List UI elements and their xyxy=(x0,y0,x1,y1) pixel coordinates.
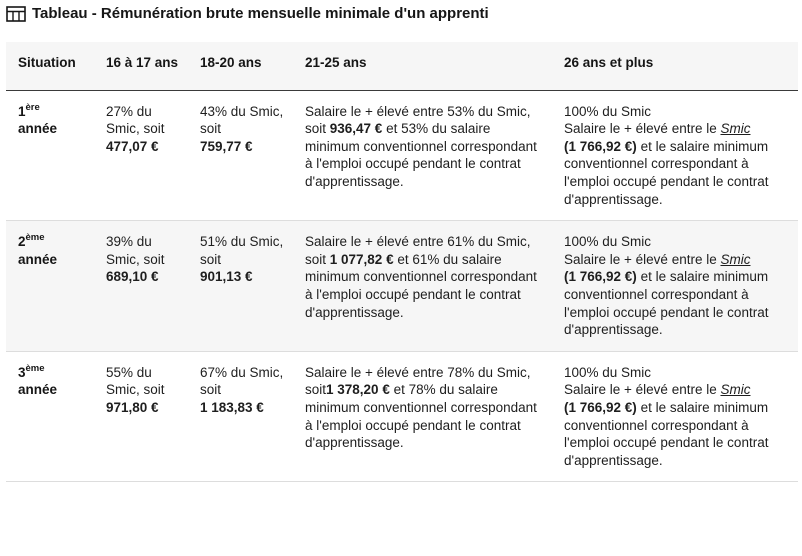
header-age-16-17: 16 à 17 ans xyxy=(94,42,188,90)
header-age-18-20: 18-20 ans xyxy=(188,42,293,90)
table-title: Tableau - Rémunération brute mensuelle minimale d'un apprenti xyxy=(32,5,489,22)
situation-cell: 2ème année xyxy=(6,221,94,352)
cell-age-26-plus: 100% du Smic Salaire le + élevé entre le Smic (1 766,92 €) et le salaire minimum conventionnel correspondant à l'emploi occupé pendant le contrat d'apprentissage. xyxy=(552,90,798,221)
table-caption xyxy=(6,5,489,22)
cell-age-21-25: Salaire le + élevé entre 78% du Smic, soit1 378,20 € et 78% du salaire minimum conventionnel correspondant à l'emploi occupé pendant le contrat d'apprentissage. xyxy=(293,351,552,482)
situation-cell: 1ère année xyxy=(6,90,94,221)
cell-age-16-17: 39% du Smic, soit 689,10 € xyxy=(94,221,188,352)
header-age-26-plus: 26 ans et plus xyxy=(552,42,798,90)
salary-table xyxy=(6,42,798,482)
situation-cell: 3ème année xyxy=(6,351,94,482)
table-header-row xyxy=(6,42,798,90)
cell-age-18-20: 51% du Smic, soit 901,13 € xyxy=(188,221,293,352)
smic-link[interactable]: Smic xyxy=(720,121,751,137)
table-row xyxy=(6,221,798,352)
table-row xyxy=(6,90,798,221)
smic-link[interactable]: Smic xyxy=(720,382,751,398)
smic-link[interactable]: Smic xyxy=(720,251,751,267)
cell-age-26-plus: 100% du Smic Salaire le + élevé entre le Smic (1 766,92 €) et le salaire minimum conventionnel correspondant à l'emploi occupé pendant le contrat d'apprentissage. xyxy=(552,351,798,482)
cell-age-26-plus: 100% du Smic Salaire le + élevé entre le Smic (1 766,92 €) et le salaire minimum conventionnel correspondant à l'emploi occupé pendant le contrat d'apprentissage. xyxy=(552,221,798,352)
cell-age-21-25: Salaire le + élevé entre 53% du Smic, soit 936,47 € et 53% du salaire minimum conventionnel correspondant à l'emploi occupé pendant le contrat d'apprentissage. xyxy=(293,90,552,221)
header-situation: Situation xyxy=(6,42,94,90)
cell-age-16-17: 27% du Smic, soit 477,07 € xyxy=(94,90,188,221)
table-row xyxy=(6,351,798,482)
cell-age-16-17: 55% du Smic, soit 971,80 € xyxy=(94,351,188,482)
header-age-21-25: 21-25 ans xyxy=(293,42,552,90)
table-icon xyxy=(6,6,26,22)
cell-age-21-25: Salaire le + élevé entre 61% du Smic, soit 1 077,82 € et 61% du salaire minimum conventionnel correspondant à l'emploi occupé pendant le contrat d'apprentissage. xyxy=(293,221,552,352)
cell-age-18-20: 43% du Smic, soit 759,77 € xyxy=(188,90,293,221)
cell-age-18-20: 67% du Smic, soit 1 183,83 € xyxy=(188,351,293,482)
